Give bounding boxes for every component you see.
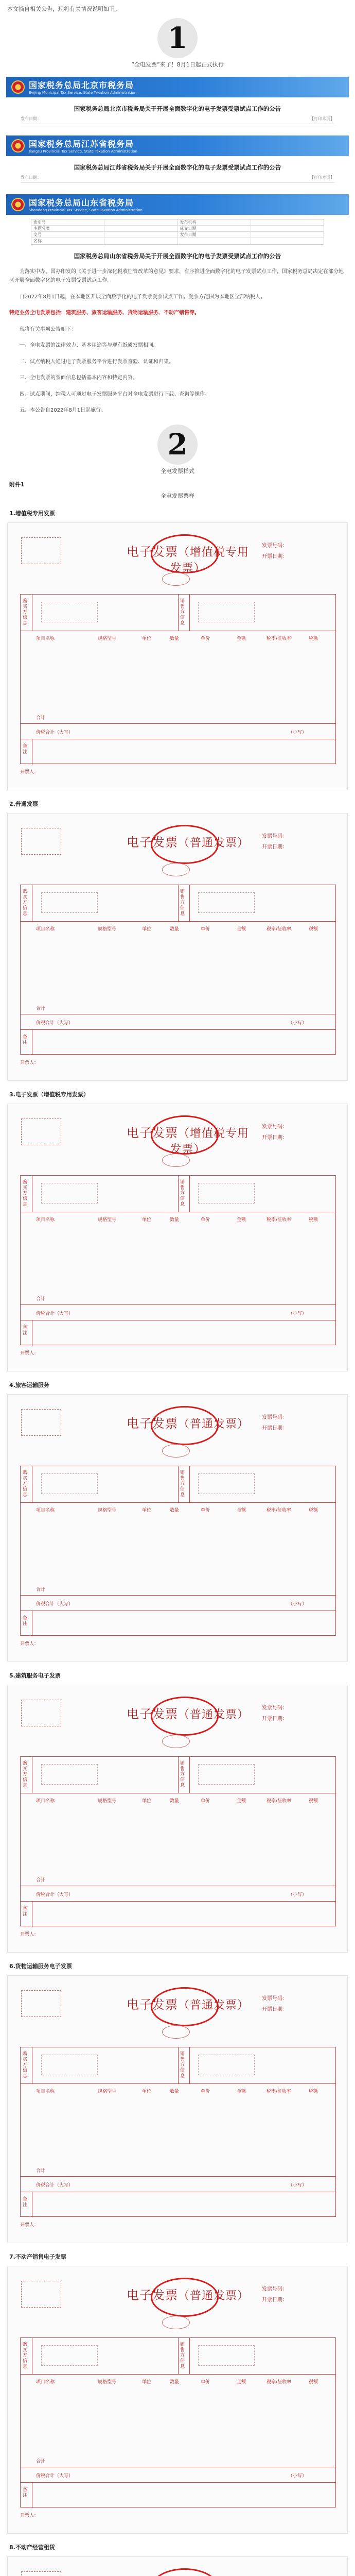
invoice-fields: 发票号码： 开票日期： <box>262 1124 288 1141</box>
part1-marker <box>0 14 355 69</box>
print-link[interactable]: 【打印本页】 <box>310 116 334 121</box>
invoice-fields: 发票号码： 开票日期： <box>262 1414 288 1431</box>
bureau-name: 国家税务总局山东省税务局 <box>29 198 134 208</box>
qr-code-placeholder <box>21 2571 61 2576</box>
invoice-fields: 发票号码： 开票日期： <box>262 1705 288 1722</box>
sample-label: 7.不动产销售电子发票 <box>9 2253 66 2260</box>
paragraph: 为落实中办、国办印发的《关于进一步深化税收征管改革的意见》要求，有序推进全面数字化的电子发票试点工作，国家税务总局决定在部分地区开展全面数字化的电子发票受票试点工作。 <box>9 268 344 284</box>
invoice-image <box>7 813 348 1081</box>
sample-label: 5.建筑服务电子发票 <box>9 1672 61 1679</box>
bureau-name-en: Shandong Provincial Tax Service, State Taxation Administration <box>29 208 143 213</box>
seal-placeholder <box>162 863 190 876</box>
invoice-sample <box>0 509 355 790</box>
invoice-table: 购买方信息 销售方信息 项目名称 规格型号 单位 数量 单价 金额 税率/征收率 税额 合计 价税合计（大写） （小写） 备注 <box>20 2047 336 2217</box>
paragraph: 自2022年8月1日起，在本地区开展全面数字化的电子发票受票试点工作。受票方范围为本地区全部纳税人。 <box>20 294 266 300</box>
paragraph: 五、本公告自2022年8月1日起施行。 <box>20 408 106 414</box>
bureau-name-en: Jiangsu Provincial Tax Service, State Taxation Administration <box>29 149 137 154</box>
highlight-circle <box>151 2568 219 2576</box>
attachment-label: 附件1 <box>9 481 25 488</box>
notice-meta <box>21 175 334 183</box>
invoice-footer: 开票人： <box>20 1060 39 1065</box>
invoice-table: 购买方信息 销售方信息 项目名称 规格型号 单位 数量 单价 金额 税率/征收率 税额 合计 价税合计（大写） （小写） 备注 <box>20 2337 336 2507</box>
part2-caption: 全电发票样式 <box>161 467 194 474</box>
invoice-table: 购买方信息 销售方信息 项目名称 规格型号 单位 数量 单价 金额 税率/征收率 税额 合计 价税合计（大写） （小写） 备注 <box>20 594 336 764</box>
part1-caption: “全电发票”来了！8月1日起正式执行 <box>131 61 224 68</box>
invoice-sample <box>0 2252 355 2534</box>
invoice-fields: 发票号码： 开票日期： <box>262 833 288 850</box>
seal-placeholder <box>162 1444 190 1458</box>
number-circle <box>157 425 198 465</box>
invoice-title: 电子发票（普通发票） <box>126 835 249 850</box>
invoice-image <box>7 1394 348 1662</box>
invoice-footer: 开票人： <box>20 1641 39 1647</box>
paragraph: 一、全电发票的法律效力、基本用途等与现有纸质发票相同。 <box>20 343 158 349</box>
part2-marker <box>0 415 355 475</box>
sample-label: 6.货物运输服务电子发票 <box>9 1962 72 1970</box>
seal-placeholder <box>162 572 190 586</box>
invoice-fields: 发票号码： 开票日期： <box>262 543 288 560</box>
seal-placeholder <box>162 2025 190 2039</box>
invoice-title: 电子发票（增值税专用发票） <box>126 1125 249 1156</box>
paragraph: 现将有关事项公告如下： <box>20 326 76 332</box>
bureau-name: 国家税务总局北京市税务局 <box>29 80 134 90</box>
qr-code-placeholder <box>21 828 61 855</box>
bureau-banner-3 <box>6 194 349 215</box>
invoice-image <box>7 2266 348 2534</box>
invoice-fields: 发票号码： 开票日期： <box>262 1995 288 2012</box>
info-table: 索引号 发布机构 主题分类 成文日期 文号 发布日期 名称 <box>31 219 324 245</box>
emblem-icon <box>11 198 25 211</box>
notice-title: 国家税务总局山东省税务局关于开展全面数字化的电子发票受票试点工作的公告 <box>74 252 281 260</box>
invoice-footer: 开票人： <box>20 2513 39 2518</box>
invoice-sample <box>0 1381 355 1662</box>
invoice-title: 电子发票（增值税专用发票） <box>126 544 249 575</box>
sample-heading: 全电发票票样 <box>161 492 194 499</box>
invoice-table: 购买方信息 销售方信息 项目名称 规格型号 单位 数量 单价 金额 税率/征收率 税额 合计 价税合计（大写） （小写） 备注 <box>20 885 336 1055</box>
number-digit: 1 <box>167 21 188 55</box>
invoice-samples <box>0 509 355 2576</box>
sample-label: 3.电子发票（增值税专用发票） <box>9 1091 89 1098</box>
number-digit: 2 <box>167 427 188 462</box>
paragraph: 四、试点期间，纳税人可通过电子发票服务平台对全电发票进行下载、查询等操作。 <box>20 391 210 397</box>
invoice-table: 购买方信息 销售方信息 项目名称 规格型号 单位 数量 单价 金额 税率/征收率 税额 合计 价税合计（大写） （小写） 备注 <box>20 1466 336 1636</box>
invoice-footer: 开票人： <box>20 1931 39 1937</box>
paragraph: 三、全电发票的票面信息包括基本内容和特定内容。 <box>20 375 138 381</box>
qr-code-placeholder <box>21 1700 61 1726</box>
seal-placeholder <box>162 2316 190 2329</box>
seal-placeholder <box>162 1154 190 1167</box>
invoice-sample <box>0 2543 355 2576</box>
invoice-sample <box>0 1671 355 1953</box>
highlight-text: 特定业务全电发票包括：建筑服务、旅客运输服务、货物运输服务、不动产销售等。 <box>9 310 200 316</box>
bureau-banner-2 <box>6 135 349 156</box>
qr-code-placeholder <box>21 1409 61 1436</box>
qr-code-placeholder <box>21 537 61 564</box>
invoice-fields: 发票号码： 开票日期： <box>262 2286 288 2303</box>
emblem-icon <box>11 80 25 94</box>
invoice-footer: 开票人： <box>20 769 39 775</box>
sample-label: 2.普通发票 <box>9 800 38 807</box>
invoice-sample <box>0 1962 355 2243</box>
invoice-title: 电子发票（普通发票） <box>126 1706 249 1721</box>
invoice-footer: 开票人： <box>20 1350 39 1356</box>
number-circle <box>157 18 198 58</box>
sample-label: 4.旅客运输服务 <box>9 1381 49 1388</box>
sample-label: 8.不动产经营租赁 <box>9 2544 55 2551</box>
bureau-banner-1 <box>6 77 349 97</box>
publish-date-label: 发布日期： <box>21 175 41 180</box>
publish-date-label: 发布日期： <box>21 116 41 121</box>
invoice-image <box>7 1104 348 1371</box>
invoice-image <box>7 522 348 790</box>
intro-text: 本文摘自相关公告，现将有关情况说明如下。 <box>7 6 120 12</box>
notice-title: 国家税务总局江苏省税务局关于开展全面数字化的电子发票受票试点工作的公告 <box>74 163 281 171</box>
print-link[interactable]: 【打印本页】 <box>310 175 334 180</box>
qr-code-placeholder <box>21 1990 61 2017</box>
qr-code-placeholder <box>21 2281 61 2308</box>
invoice-title: 电子发票（普通发票） <box>126 2287 249 2302</box>
invoice-footer: 开票人： <box>20 2222 39 2228</box>
invoice-image <box>7 1975 348 2243</box>
notice-title: 国家税务总局北京市税务局关于开展全面数字化的电子发票受票试点工作的公告 <box>74 105 281 112</box>
paragraph: 二、试点纳税人通过电子发票服务平台进行发票查验、认证和归集。 <box>20 359 174 365</box>
invoice-title: 电子发票（普通发票） <box>126 1416 249 1431</box>
bureau-name-en: Beijing Municipal Tax Service, State Taxation Administration <box>29 91 137 95</box>
invoice-table: 购买方信息 销售方信息 项目名称 规格型号 单位 数量 单价 金额 税率/征收率 税额 合计 价税合计（大写） （小写） 备注 <box>20 1756 336 1926</box>
notice-meta <box>21 116 334 124</box>
seal-placeholder <box>162 1735 190 1748</box>
invoice-table: 购买方信息 销售方信息 项目名称 规格型号 单位 数量 单价 金额 税率/征收率 税额 合计 价税合计（大写） （小写） 备注 <box>20 1175 336 1345</box>
sample-label: 1.增值税专用发票 <box>9 510 55 517</box>
emblem-icon <box>11 139 25 152</box>
invoice-image <box>7 2556 348 2576</box>
invoice-image <box>7 1685 348 1953</box>
invoice-sample <box>0 800 355 1081</box>
bureau-name: 国家税务总局江苏省税务局 <box>29 139 134 149</box>
qr-code-placeholder <box>21 1118 61 1145</box>
invoice-sample <box>0 1090 355 1371</box>
invoice-title: 电子发票（普通发票） <box>126 1997 249 2012</box>
